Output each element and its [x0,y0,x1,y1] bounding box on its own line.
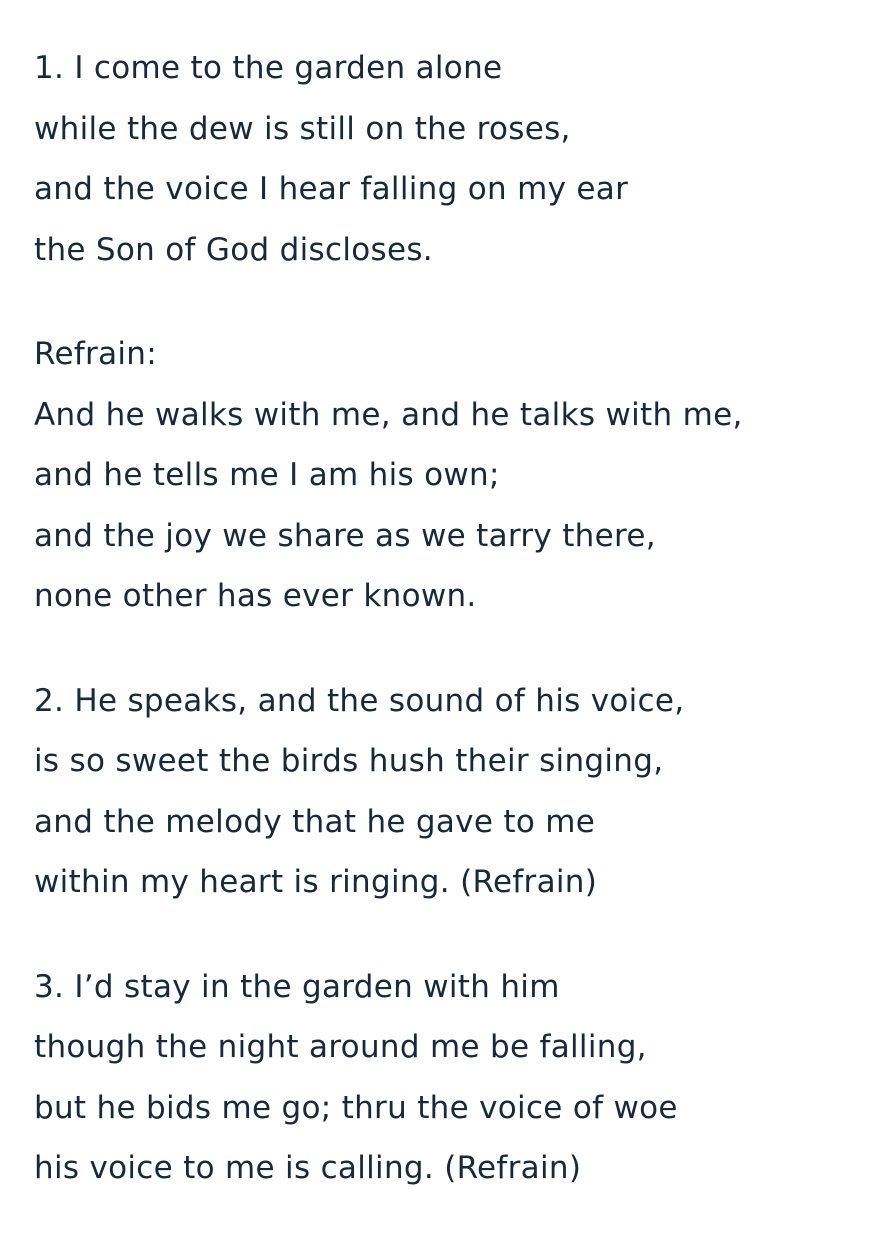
lyric-line: and the joy we share as we tarry there, [34,517,656,554]
lyric-line: though the night around me be falling, [34,1029,647,1065]
lyric-line: within my heart is ringing. (Refrain) [34,864,598,900]
lyric-line: but he bids me go; thru the voice of woe [34,1089,678,1126]
lyric-line: none other has ever known. [34,578,477,614]
lyric-line: 1. I come to the garden alone [34,50,503,86]
lyric-line: 3. I’d stay in the garden with him [34,968,560,1005]
stanza-verse-1 [34,38,864,280]
lyric-line: while the dew is still on the roses, [34,110,571,147]
stanza-verse-3 [34,957,864,1199]
lyric-line: 2. He speaks, and the sound of his voice, [34,682,685,719]
lyric-line: and the voice I hear falling on my ear [34,171,629,207]
lyric-line: and he tells me I am his own; [34,457,500,493]
lyric-line: his voice to me is calling. (Refrain) [34,1150,582,1186]
stanza-refrain [34,324,864,627]
lyric-line: and the melody that he gave to me [34,803,596,840]
lyric-line: And he walks with me, and he talks with me, [34,396,743,433]
lyric-line: is so sweet the birds hush their singing, [34,743,664,779]
stanza-verse-2 [34,671,864,913]
hymn-lyrics [34,38,864,1243]
refrain-heading: Refrain: [34,336,157,372]
lyric-line: the Son of God discloses. [34,231,433,268]
